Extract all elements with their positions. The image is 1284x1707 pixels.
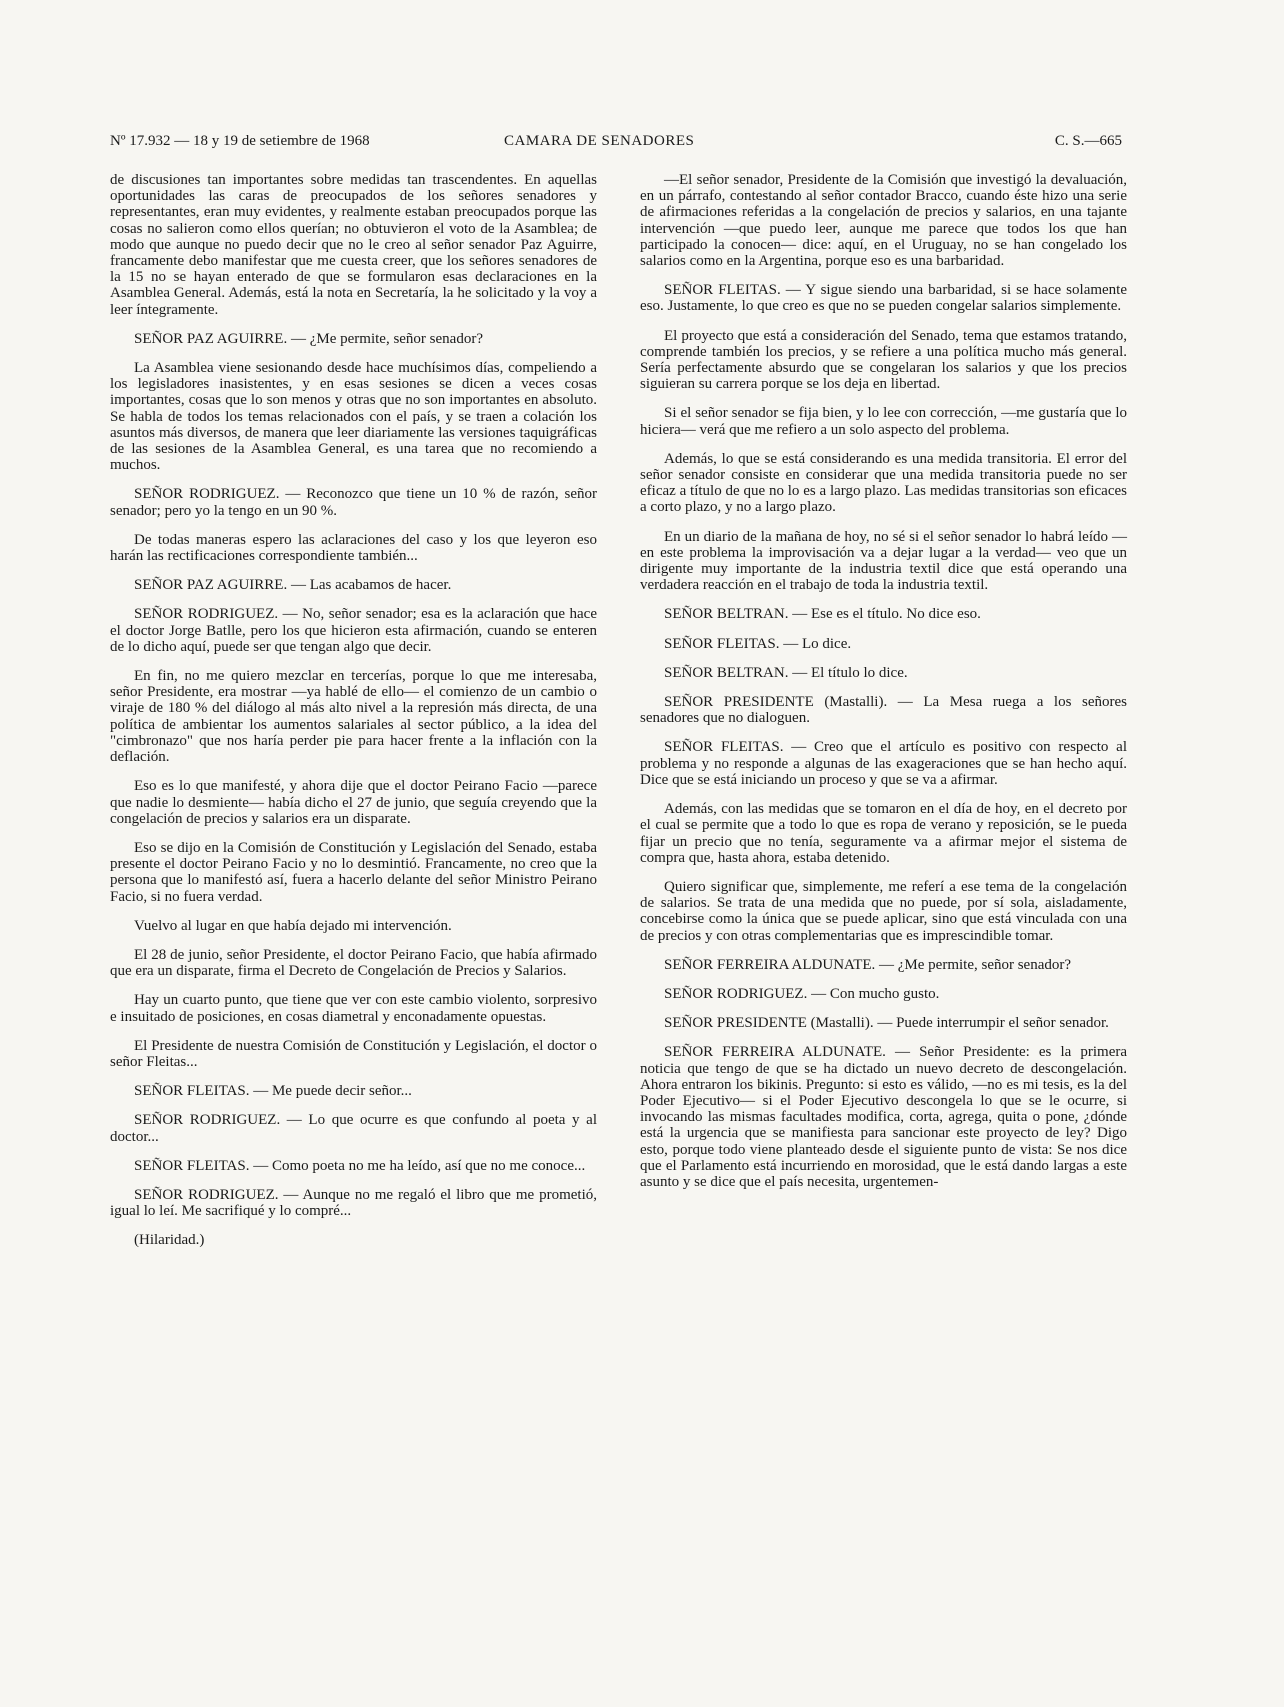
paragraph: En un diario de la mañana de hoy, no sé si el señor senador lo habrá leído —en este problema la improvisación va a dejar lugar a la verdad— veo que un dirigente muy importante de la industria textil dice que está operando una verdadera reacción en el trabajo de toda la industria textil. [640, 528, 1127, 594]
speaker-line: SEÑOR PRESIDENTE (Mastalli). — La Mesa ruega a los señores senadores que no dialoguen. [640, 694, 1127, 727]
speaker-line: SEÑOR FLEITAS. — Lo dice. [664, 635, 852, 652]
paragraph: Además, con las medidas que se tomaron en el día de hoy, en el decreto por el cual se permite que a todo lo que es ropa de verano y reposición, se le pueda fijar un precio que no tenía, seguramente va a afirmar mejor el sistema de compra que, hasta ahora, estaba detenido. [640, 801, 1127, 866]
paragraph: Eso es lo que manifesté, y ahora dije que el doctor Peirano Facio —parece que nadie lo desmiente— había dicho el 27 de junio, que seguía creyendo que la congelación de precios y salarios era un disparate. [110, 778, 597, 827]
paragraph: —El señor senador, Presidente de la Comisión que investigó la devaluación, en un párrafo, contestando al señor contador Bracco, cuando éste hizo una serie de afirmaciones referidas a la congelación de precios y salarios, en una tajante intervención —que puedo leer, aunque me parece que todos los que han participado la conocen— dice: aquí, en el Uruguay, no se han congelado los salarios como en la Argentina, porque eso es una barbaridad. [640, 172, 1127, 270]
paragraph: De todas maneras espero las aclaraciones del caso y los que leyeron eso harán las rectificaciones correspondiente también... [110, 531, 597, 565]
speaker-line: SEÑOR PAZ AGUIRRE. — ¿Me permite, señor senador? [134, 330, 483, 347]
speaker-line: SEÑOR BELTRAN. — Ese es el título. No dice eso. [664, 606, 981, 623]
paragraph: Hay un cuarto punto, que tiene que ver con este cambio violento, sorpresivo e insuitado de posiciones, en cosas diametral y enconadamente opuestas. [110, 992, 597, 1025]
paragraph: El 28 de junio, señor Presidente, el doctor Peirano Facio, que había afirmado que era un disparate, firma el Decreto de Congelación de Precios y Salarios. [110, 946, 597, 980]
page-header [110, 133, 1122, 155]
paragraph: Vuelvo al lugar en que había dejado mi intervención. [134, 917, 452, 934]
speaker-line: SEÑOR PRESIDENTE (Mastalli). — Puede interrumpir el señor senador. [664, 1015, 1109, 1032]
speaker-line: SEÑOR RODRIGUEZ. — Aunque no me regaló el libro que me prometió, igual lo leí. Me sacrifiqué y lo compré... [110, 1186, 597, 1220]
page-number: C. S.—665 [1054, 133, 1122, 149]
paragraph: Si el señor senador se fija bien, y lo lee con corrección, —me gustaría que lo hiciera— verá que me refiero a un solo aspecto del problema. [640, 405, 1127, 438]
speaker-line: SEÑOR FERREIRA ALDUNATE. — Señor Presidente: es la primera noticia que tengo de que se ha dictado un nuevo decreto de descongelación. Ahora entraron los bikinis. Pregunto: si esto es válido, —no es mi tesis, es la del Poder Ejecutivo— si el Poder Ejecutivo descongela lo que se le ocurre, si invocando las mismas facultades modifica, corta, agrega, quita o pone, ¿dónde está la urgencia que se manifiesta para sancionar este proyecto de ley? Digo esto, porque todo viene planteado desde el siguiente punto de vista: Se nos dice que el Parlamento está incurriendo en morosidad, que le está dando largas a este asunto y se dice que el país necesita, urgentemen- [640, 1044, 1127, 1190]
paragraph: El Presidente de nuestra Comisión de Constitución y Legislación, el doctor o señor Fleitas... [110, 1037, 597, 1070]
left-column [110, 172, 597, 1262]
speaker-line: SEÑOR RODRIGUEZ. — No, señor senador; esa es la aclaración que hace el doctor Jorge Batlle, pero los que hicieron esta afirmación, cuando se enteren de lo dicho aquí, puede ser que tengan algo que decir. [110, 606, 597, 655]
paragraph: La Asamblea viene sesionando desde hace muchísimos días, compeliendo a los legisladores inasistentes, y en esas sesiones se dicen a veces cosas importantes, cosas que lo son menos y otras que no son importantes en absoluto. Se habla de todos los temas relacionados con el país, y se traen a colación los asuntos más diversos, de manera que leer diariamente las versiones taquigráficas de las sesiones de la Asamblea General, es una tarea que no recomiendo a muchos. [110, 360, 597, 474]
issue-date: Nº 17.932 — 18 y 19 de setiembre de 1968 [110, 133, 370, 149]
speaker-line: SEÑOR FLEITAS. — Y sigue siendo una barbaridad, si se hace solamente eso. Justamente, lo que creo es que no se pueden congelar salarios simplemente. [640, 282, 1127, 315]
speaker-line: SEÑOR FLEITAS. — Creo que el artículo es positivo con respecto al problema y no responde a algunas de las exageraciones que se han hecho aquí. Dice que se está iniciando un proceso y que se va a afirmar. [640, 739, 1127, 788]
speaker-line: SEÑOR PAZ AGUIRRE. — Las acabamos de hacer. [134, 577, 452, 594]
speaker-line: SEÑOR RODRIGUEZ. — Lo que ocurre es que confundo al poeta y al doctor... [110, 1112, 597, 1145]
speaker-line: SEÑOR BELTRAN. — El título lo dice. [664, 664, 908, 681]
speaker-line: SEÑOR FERREIRA ALDUNATE. — ¿Me permite, señor senador? [664, 956, 1072, 973]
speaker-line: SEÑOR RODRIGUEZ. — Con mucho gusto. [664, 985, 940, 1002]
paragraph: Eso se dijo en la Comisión de Constitución y Legislación del Senado, estaba presente el doctor Peirano Facio y no lo desmintió. Francamente, no creo que la persona que lo manifestó así, fuera a hacerlo delante del señor Ministro Peirano Facio, si no fuera verdad. [110, 839, 597, 905]
stage-direction: (Hilaridad.) [134, 1232, 205, 1249]
publication-title: CAMARA DE SENADORES [504, 133, 695, 149]
paragraph: Quiero significar que, simplemente, me referí a ese tema de la congelación de salarios. Se trata de una medida que no puede, por sí sola, aisladamente, concebirse como la única que se puede aplicar, sino que está vinculada con una de precios y con otras complementarias que es imprescindible tomar. [640, 878, 1127, 944]
paragraph: El proyecto que está a consideración del Senado, tema que estamos tratando, comprende también los precios, y se refiere a una política mucho más general. Sería perfectamente absurdo que se congelaran los salarios y que los precios siguieran su carrera porque se los deja en libertad. [640, 327, 1127, 393]
speaker-line: SEÑOR RODRIGUEZ. — Reconozco que tiene un 10 % de razón, señor senador; pero yo la tengo en un 90 %. [110, 486, 597, 519]
speaker-line: SEÑOR FLEITAS. — Me puede decir señor... [134, 1083, 412, 1100]
paragraph: En fin, no me quiero mezclar en tercerías, porque lo que me interesaba, señor Presidente, era mostrar —ya hablé de ello— el comienzo de un cambio o viraje de 180 % del diálogo al más alto nivel a la represión más directa, de una política de ambientar los aumentos salariales al sector público, a la idea del "cimbronazo" que nos haría perder pie para hacer frente a la inflación con la deflación. [110, 668, 597, 766]
paragraph: de discusiones tan importantes sobre medidas tan trascendentes. En aquellas oportunidades las caras de preocupados de los señores senadores y representantes, eran muy evidentes, y realmente estaban preocupados porque las cosas no salieron como ellos querían; no obtuvieron el voto de la Asamblea; de modo que aunque no puedo decir que no le creo al señor senador Paz Aguirre, francamente debo manifestar que me cuesta creer, que los señores senadores de la 15 no se hayan enterado de que se formularon esas declaraciones en la Asamblea General. Además, está la nota en Secretaría, la he solicitado y la voy a leer íntegramente. [110, 172, 597, 318]
speaker-line: SEÑOR FLEITAS. — Como poeta no me ha leído, así que no me conoce... [134, 1157, 586, 1174]
right-column [640, 172, 1127, 1203]
paragraph: Además, lo que se está considerando es una medida transitoria. El error del señor senador consiste en considerar que una medida transitoria puede no ser eficaz a título de que no lo es a largo plazo. Las medidas transitorias son eficaces a corto plazo, y no a largo plazo. [640, 450, 1127, 516]
